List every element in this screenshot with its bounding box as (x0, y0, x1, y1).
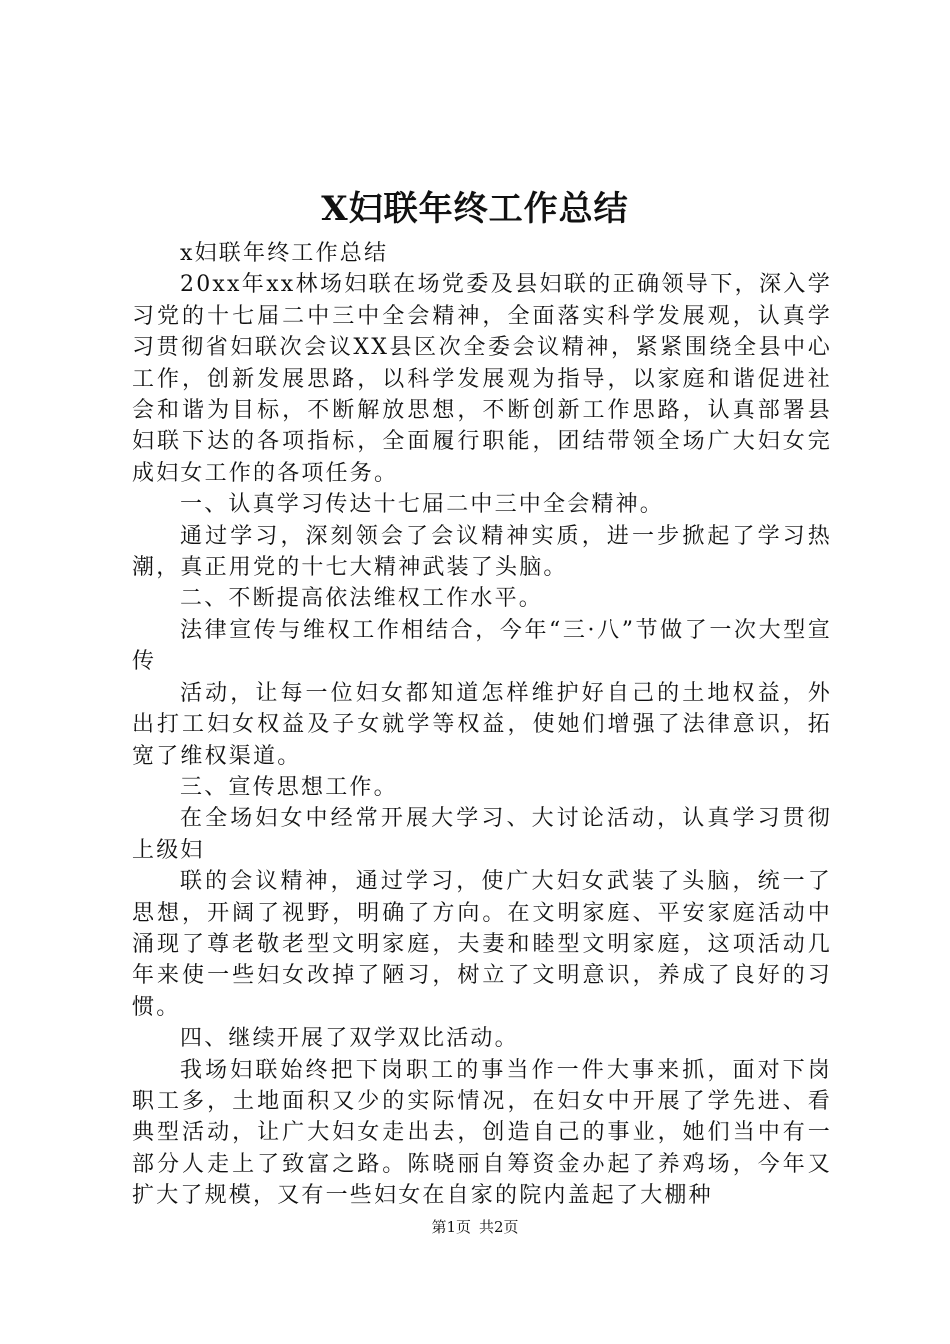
section-heading: 三、宣传思想工作。 (180, 774, 398, 800)
section-heading: 一、认真学习传达十七届二中三中全会精神。 (180, 492, 665, 518)
paragraph: 活动，让每一位妇女都知道怎样维护好自己的土地权益，外出打工妇女权益及子女就学等权益，使她们增强了法律意识，拓宽了维权渠道。 (132, 680, 832, 769)
page-total: 共2页 (479, 1218, 519, 1236)
paragraph: 20xx年xx林场妇联在场党委及县妇联的正确领导下，深入学习党的十七届二中三中全会精神，全面落实科学发展观，认真学习贯彻省妇联次会议XX县区次全委会议精神，紧紧围绕全县中心工作，创新发展思路，以科学发展观为指导，以家庭和谐促进社会和谐为目标，不断解放思想，不断创新工作思路，认真部署县妇联下达的各项指标，全面履行职能，团结带领全场广大妇女完成妇女工作的各项任务。 (132, 272, 832, 486)
section-heading: 四、继续开展了双学双比活动。 (180, 1026, 519, 1052)
paragraph: 法律宣传与维权工作相结合，今年“三·八”节做了一次大型宣传 (132, 617, 832, 675)
paragraph: 通过学习，深刻领会了会议精神实质，进一步掀起了学习热潮，真正用党的十七大精神武装了头脑。 (132, 523, 832, 581)
document-body (132, 238, 832, 1212)
paragraph: 在全场妇女中经常开展大学习、大讨论活动，认真学习贯彻上级妇 (132, 806, 832, 863)
paragraph-subtitle: x妇联年终工作总结 (180, 241, 389, 266)
page-number: 第1页 (431, 1218, 471, 1236)
section-heading: 二、不断提高依法维权工作水平。 (180, 586, 544, 612)
paragraph: 我场妇联始终把下岗职工的事当作一件大事来抓，面对下岗职工多，土地面积又少的实际情况，在妇女中开展了学先进、看典型活动，让广大妇女走出去，创造自己的事业，她们当中有一部分人走上了致富之路。陈晓丽自筹资金办起了养鸡场，今年又扩大了规模，又有一些妇女在自家的院内盖起了大棚种 (132, 1057, 832, 1209)
document-title: X妇联年终工作总结 (321, 189, 629, 229)
page-footer (0, 1216, 950, 1238)
paragraph: 联的会议精神，通过学习，使广大妇女武装了头脑，统一了思想，开阔了视野，明确了方向。在文明家庭、平安家庭活动中涌现了尊老敬老型文明家庭，夫妻和睦型文明家庭，这项活动几年来使一些妇女改掉了陋习，树立了文明意识，养成了良好的习惯。 (132, 869, 832, 1020)
